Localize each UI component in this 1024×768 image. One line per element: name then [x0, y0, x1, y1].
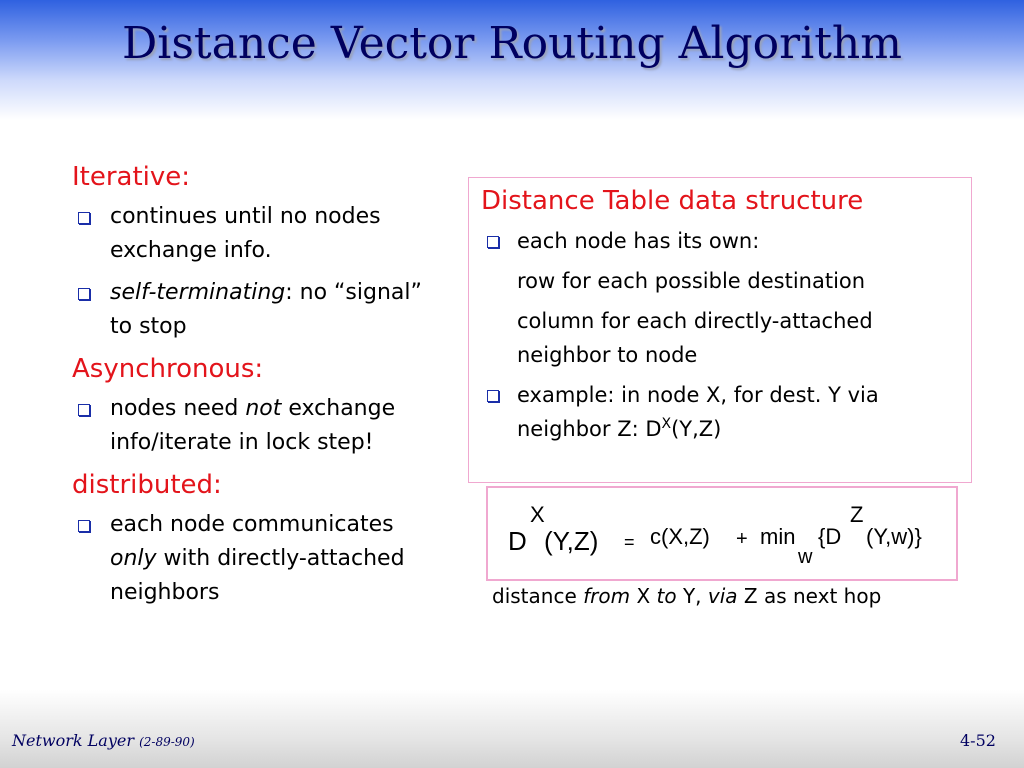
formula-equals: = [624, 532, 635, 552]
bullet-self-terminating [72, 276, 442, 344]
bullet-text: nodes need [110, 396, 246, 421]
heading-iterative: Iterative: [72, 162, 191, 192]
formula-cost: c(X,Z) [650, 524, 710, 549]
bullet-own-table [481, 224, 971, 258]
square-bullet-icon [78, 520, 90, 532]
bullet-text: exchange info/iterate in lock step! [110, 396, 396, 455]
bullet-emphasis: self-terminating [110, 280, 286, 305]
sub-row: row for each possible destination [517, 269, 866, 293]
caption-text: X [630, 584, 657, 608]
bullet-emphasis: not [245, 396, 282, 421]
heading-distributed: distributed: [72, 470, 222, 500]
bullet-text: each node communicates [110, 512, 394, 537]
formula-sub-w: w [798, 546, 813, 568]
formula-sup-z: Z [850, 502, 864, 527]
distance-table-box [468, 177, 972, 483]
formula-arg2: (Y,w)} [866, 524, 922, 549]
caption-text: distance [492, 584, 584, 608]
square-bullet-icon [487, 390, 499, 402]
caption-text: Y, [676, 584, 708, 608]
footer-title: Network Layer [12, 731, 134, 750]
square-bullet-icon [78, 288, 90, 300]
bullet-example [481, 378, 971, 446]
slide-title: Distance Vector Routing Algorithm [121, 18, 902, 69]
caption-emphasis: to [656, 584, 677, 608]
square-bullet-icon [487, 236, 499, 248]
sub-column: column for each directly-attached neighbor to node [517, 309, 873, 367]
square-bullet-icon [78, 404, 90, 416]
heading-asynchronous: Asynchronous: [72, 354, 264, 384]
bullet-text: with directly-attached neighbors [110, 546, 405, 605]
bullet-nodes-need [72, 392, 442, 460]
bullet-text: continues until no nodes exchange info. [110, 204, 381, 263]
bullet-text: (Y,Z) [671, 417, 722, 441]
bullet-emphasis: only [110, 546, 157, 571]
formula-sup-x: X [530, 502, 545, 527]
formula-brace-D: {D [818, 524, 842, 549]
formula-arg: (Y,Z) [544, 526, 599, 556]
bullet-text: : no “signal” to stop [110, 280, 422, 339]
caption-emphasis: via [707, 584, 738, 608]
bullet-each-node [72, 508, 442, 610]
superscript: X [661, 416, 672, 432]
caption-emphasis: from [583, 584, 631, 608]
formula-caption [492, 584, 881, 608]
square-bullet-icon [78, 212, 90, 224]
distance-table-heading: Distance Table data structure [481, 186, 864, 216]
footer-ref: (2-89-90) [139, 735, 195, 749]
caption-text: Z as next hop [737, 584, 882, 608]
formula-min: min [760, 524, 796, 549]
left-column [72, 160, 442, 618]
slide-number: 4-52 [960, 731, 996, 750]
bullet-text: each node has its own: [517, 229, 760, 253]
bullet-continues [72, 200, 442, 268]
formula-plus: + [736, 528, 748, 550]
footer-left [12, 731, 195, 750]
formula-D: D [508, 526, 527, 556]
formula-box [486, 486, 958, 581]
bullet-text: example: in node X, for dest. Y via neighbor Z: D [517, 383, 879, 441]
